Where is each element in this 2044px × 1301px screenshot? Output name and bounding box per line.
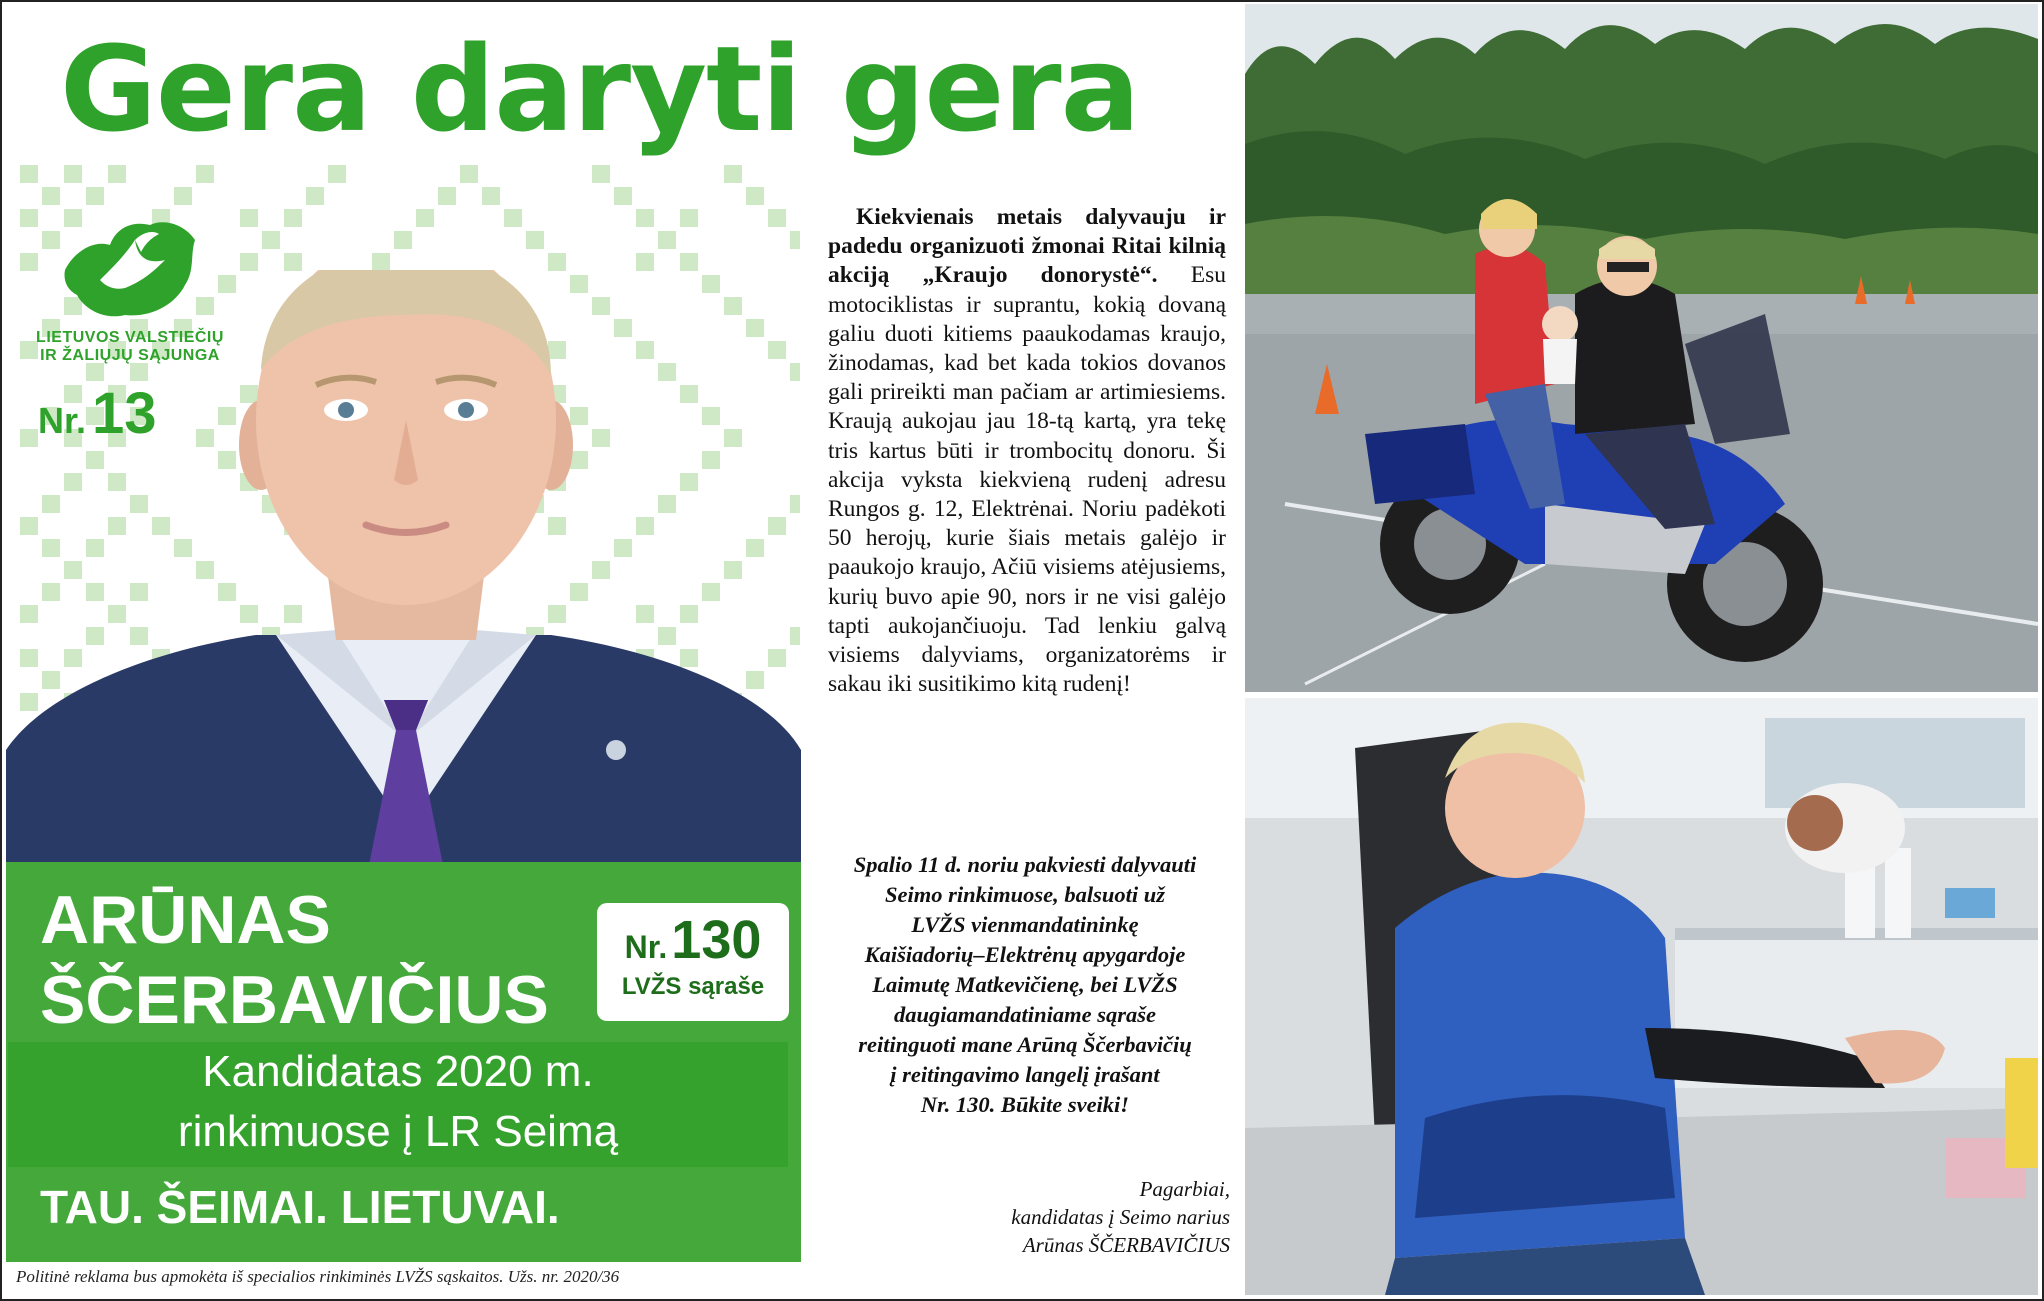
- party-number-label: Nr.: [38, 400, 87, 441]
- candidacy-box: [8, 1042, 788, 1167]
- party-name-line2: IR ŽALIŲJŲ SĄJUNGA: [40, 347, 220, 364]
- appeal-line: į reitingavimo langelį įrašant: [890, 1062, 1160, 1087]
- list-number-value: 130: [671, 910, 762, 970]
- signature-line2: kandidatas į Seimo narius: [1011, 1205, 1230, 1229]
- article-body: Esu motociklistas ir suprantu, kokią dovaną galiu duoti kitiems paaukodamas kraujo, žinodamas, kad bet kada tokios dovanos gali prireikti man pačiam ar artimiesiems. Kraują aukojau jau 18-tą kartą, yra tekę tris kartus būti ir trombocitų donoru. Ši akcija vyksta kiekvieną rudenį adresu Rungos g. 12, Elektrėnai. Noriu padėkoti 50 herojų, kurie šiais metais galėjo ir paaukojo kraujo, Ačiū visiems atėjusiems, kurių buvo apie 90, nors ir ne visi galėjo tapti aukojančiuoju. Tad lenkiu galvą visiems dalyviams, organizatorėms ir sakau iki susitikimo kitą rudenį!: [828, 262, 1226, 698]
- list-number-label: Nr.: [624, 929, 668, 965]
- party-number-value: 13: [92, 381, 157, 446]
- slogan: TAU. ŠEIMAI. LIETUVAI.: [40, 1181, 560, 1233]
- candidate-portrait: [6, 270, 801, 880]
- candidate-name: [40, 880, 549, 1040]
- signature-line1: Pagarbiai,: [1139, 1177, 1230, 1201]
- candidate-last-name: ŠČERBAVIČIUS: [40, 962, 549, 1038]
- appeal-line: Nr. 130. Būkite sveiki!: [920, 1092, 1130, 1117]
- article-lead: Kiekvienais metais dalyvauju ir padedu organizuoti žmonai Ritai kilnią akciją „Kraujo donorystė“.: [828, 204, 1226, 289]
- list-number-caption: LVŽS sąraše: [621, 973, 765, 1000]
- appeal-line: daugiamandatiniame sąraše: [894, 1002, 1156, 1027]
- appeal-line: LVŽS vienmandatininkę: [911, 912, 1139, 937]
- list-number-badge: [597, 903, 789, 1021]
- candidacy-line1: Kandidatas 2020 m.: [202, 1047, 594, 1096]
- party-name-line1: LIETUVOS VALSTIEČIŲ: [36, 329, 224, 346]
- appeal-line: Seimo rinkimuose, balsuoti už: [884, 882, 1166, 907]
- political-ad-disclaimer: Politinė reklama bus apmokėta iš specialios rinkiminės LVŽS sąskaitos. Užs. nr. 2020/36: [16, 1267, 620, 1286]
- motorcycle-photo: [1245, 4, 2038, 692]
- appeal-line: reitinguoti mane Arūną Ščerbavičių: [858, 1032, 1192, 1057]
- article-text: [828, 203, 1226, 699]
- signature-line3: Arūnas ŠČERBAVIČIUS: [1022, 1233, 1230, 1257]
- appeal-line: Laimutę Matkevičienę, bei LVŽS: [872, 972, 1178, 997]
- headline: Gera daryti gera: [60, 20, 1140, 158]
- blood-donation-photo: [1245, 698, 2038, 1295]
- appeal-line: Spalio 11 d. noriu pakviesti dalyvauti: [853, 852, 1197, 877]
- candidacy-line2: rinkimuose į LR Seimą: [177, 1107, 619, 1156]
- candidate-first-name: ARŪNAS: [40, 882, 331, 958]
- appeal-line: Kaišiadorių–Elektrėnų apygardoje: [864, 942, 1186, 967]
- signature: [900, 1175, 1230, 1259]
- voting-appeal: [820, 850, 1230, 1120]
